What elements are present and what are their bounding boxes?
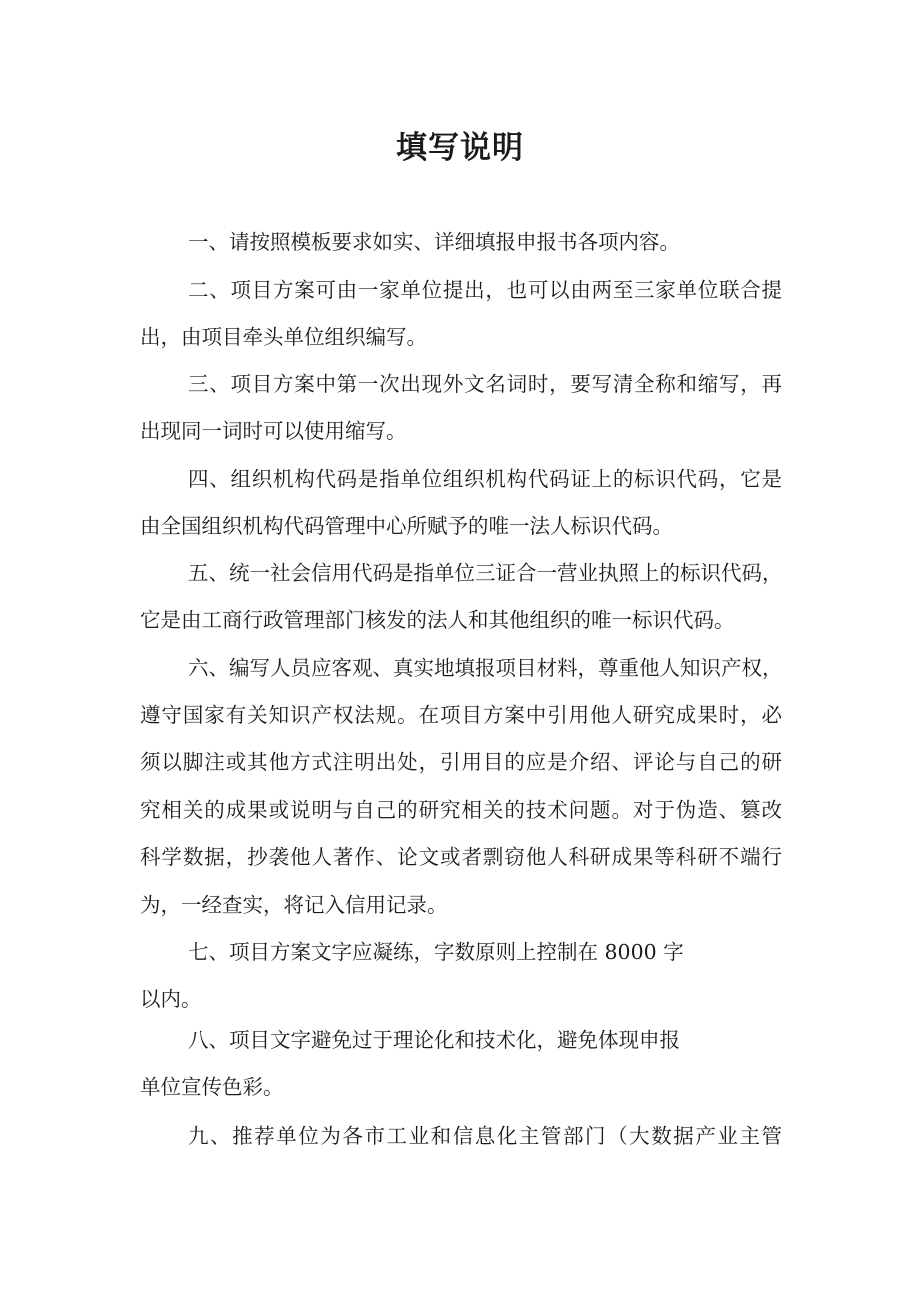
paragraph-line: 为，一经查实，将记入信用记录。	[140, 893, 448, 917]
paragraph-line: 七、项目方案文字应凝练，字数原则上控制在 8000 字	[188, 940, 684, 964]
paragraph-line: 八、项目文字避免过于理论化和技术化，避免体现申报	[188, 1028, 680, 1052]
page-title: 填写说明	[396, 130, 524, 166]
paragraph-line: 出现同一词时可以使用缩写。	[140, 419, 407, 443]
paragraph-line: 单位宣传色彩。	[140, 1075, 284, 1099]
paragraph-line: 遵守国家有关知识产权法规。在项目方案中引用他人研究成果时，必	[140, 703, 782, 727]
paragraph-line: 五、统一社会信用代码是指单位三证合一营业执照上的标识代码，	[188, 561, 783, 585]
paragraph-line: 九、推荐单位为各市工业和信息化主管部门（大数据产业主管	[188, 1124, 782, 1148]
paragraph-line: 由全国组织机构代码管理中心所赋予的唯一法人标识代码。	[140, 514, 673, 538]
paragraph-line: 六、编写人员应客观、真实地填报项目材料，尊重他人知识产权，	[188, 656, 783, 680]
paragraph-line: 一、请按照模板要求如实、详细填报申报书各项内容。	[188, 230, 680, 254]
paragraph-line: 以内。	[140, 987, 202, 1011]
paragraph-line: 究相关的成果或说明与自己的研究相关的技术问题。对于伪造、篡改	[140, 798, 782, 822]
paragraph-line: 出，由项目牵头单位组织编写。	[140, 325, 427, 349]
paragraph-line: 它是由工商行政管理部门核发的法人和其他组织的唯一标识代码。	[140, 608, 735, 632]
paragraph-line: 三、项目方案中第一次出现外文名词时，要写清全称和缩写，再	[188, 372, 782, 396]
paragraph-line: 须以脚注或其他方式注明出处，引用目的应是介绍、评论与自己的研	[140, 750, 782, 774]
paragraph-line: 二、项目方案可由一家单位提出，也可以由两至三家单位联合提	[188, 278, 782, 302]
paragraph-line: 四、组织机构代码是指单位组织机构代码证上的标识代码，它是	[188, 467, 782, 491]
paragraph-line: 科学数据，抄袭他人著作、论文或者剽窃他人科研成果等科研不端行	[140, 845, 782, 869]
